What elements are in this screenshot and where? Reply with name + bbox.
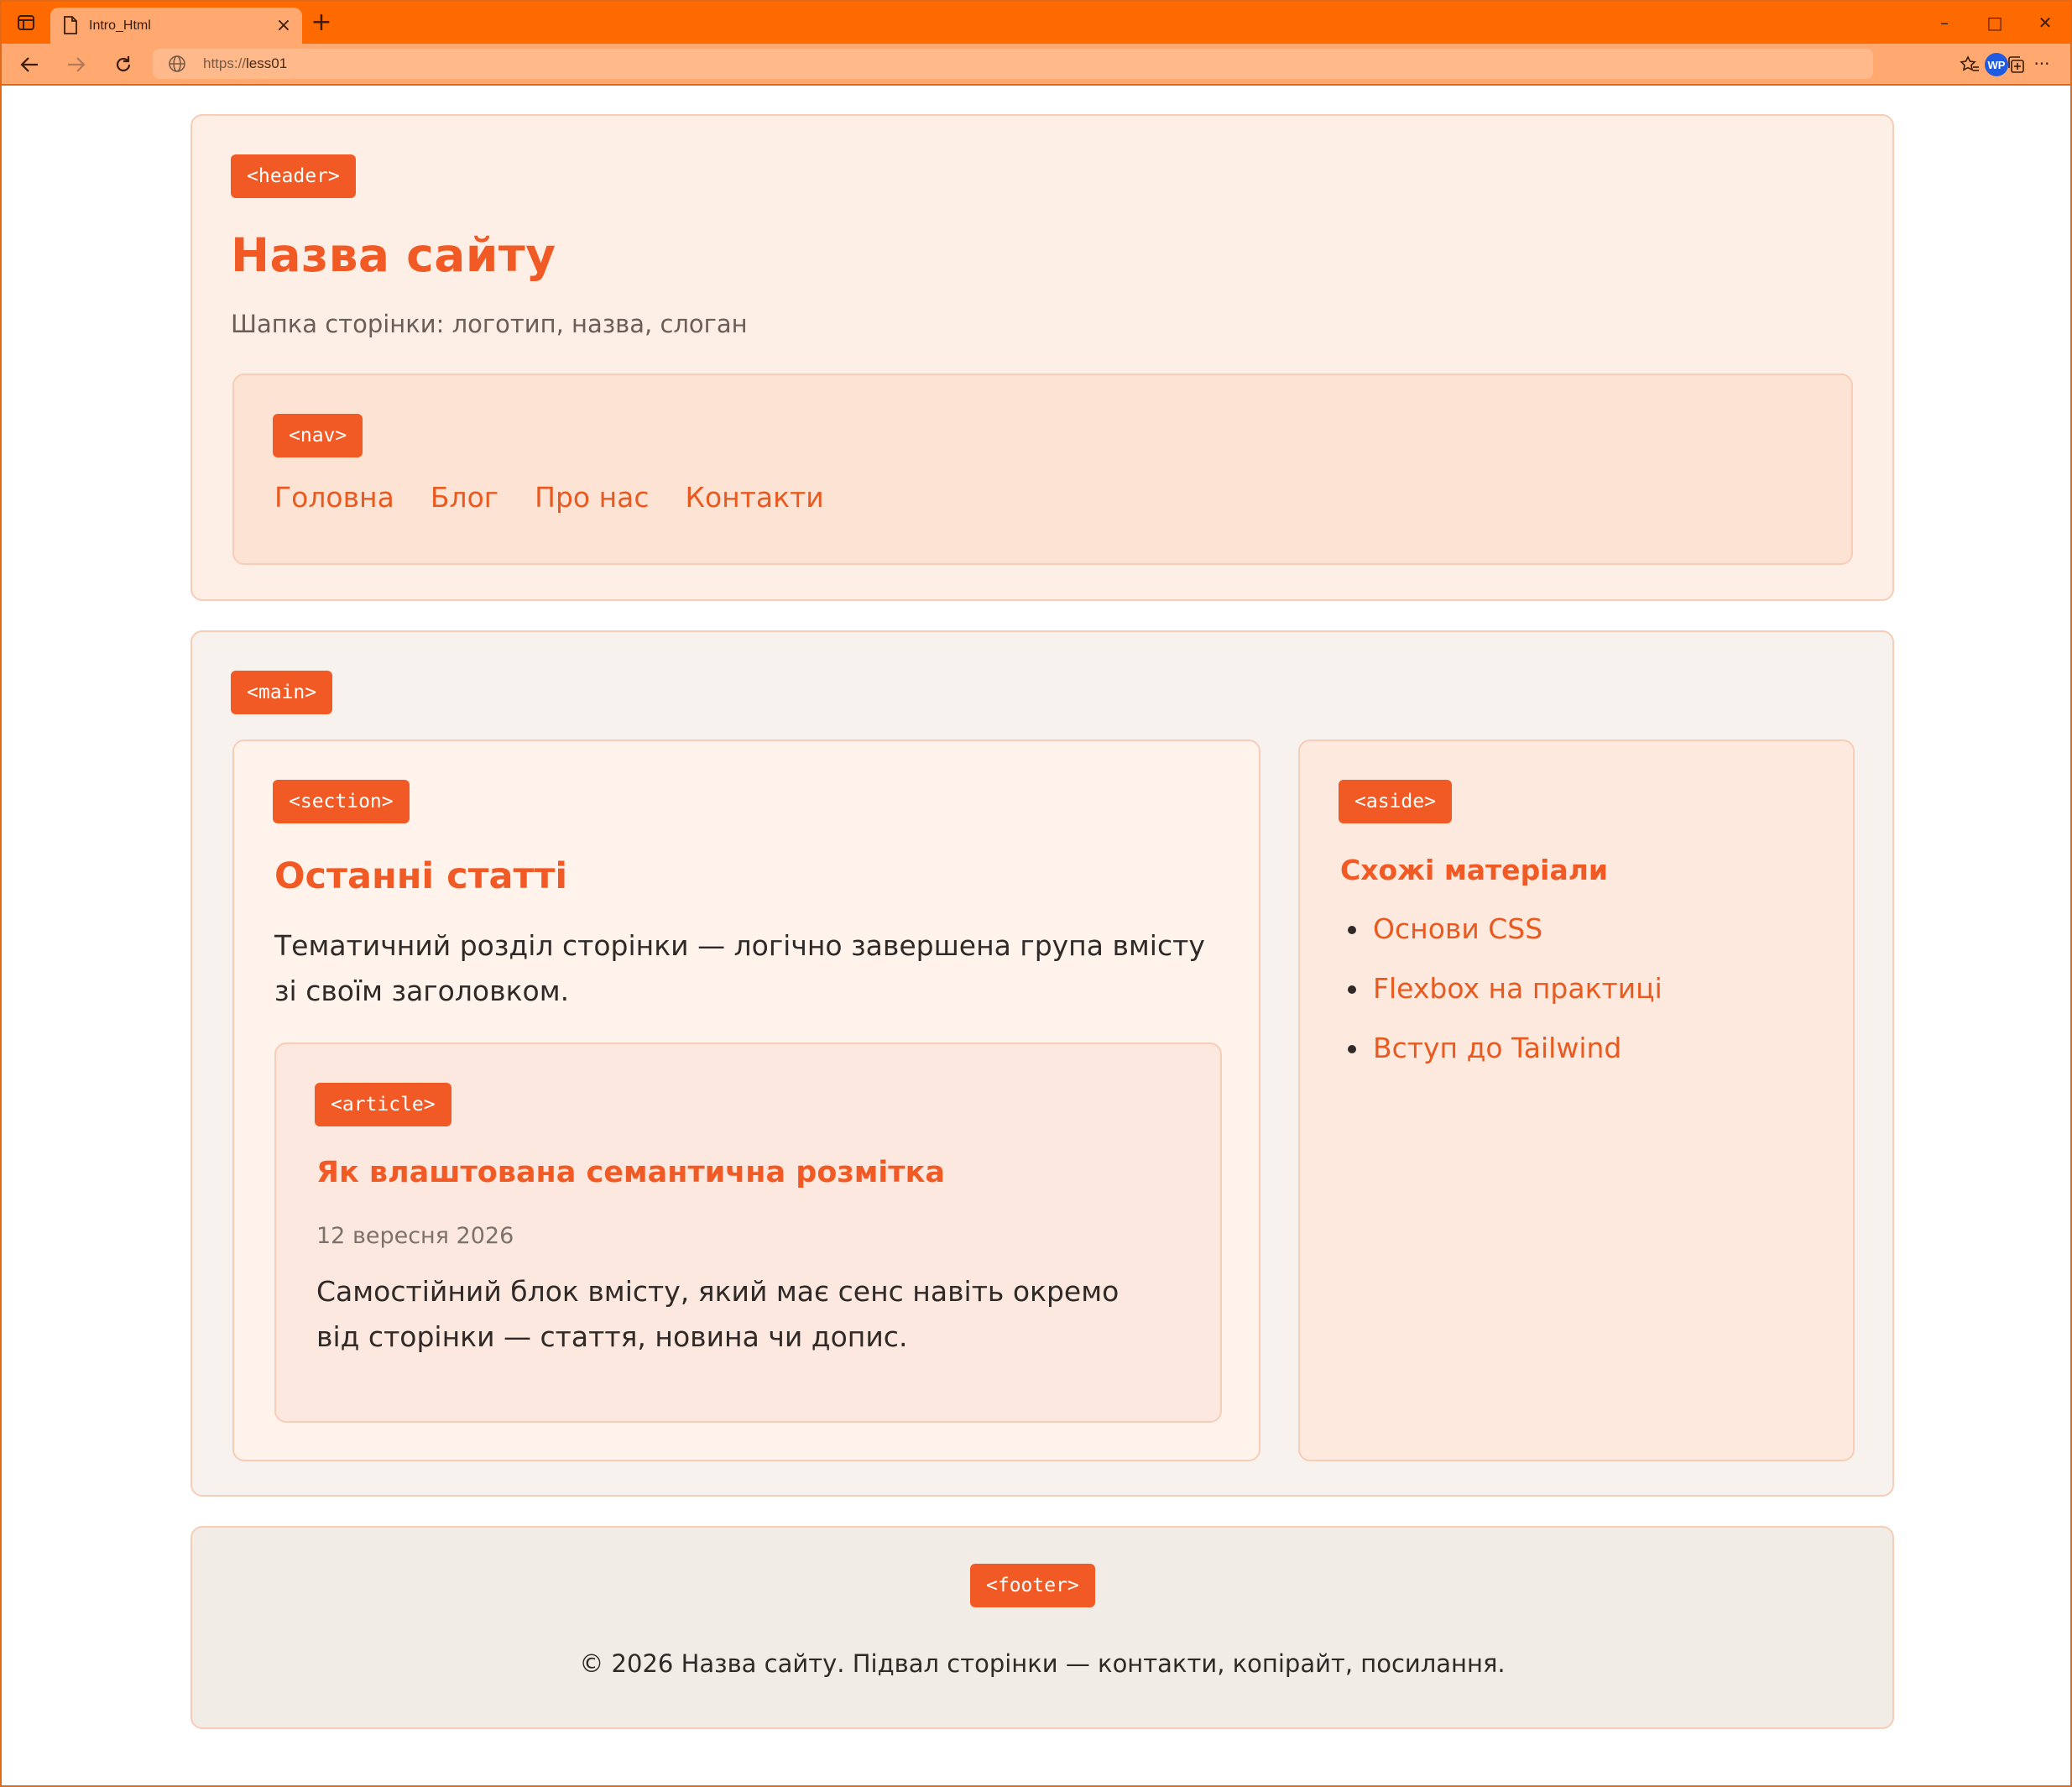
minimize-button[interactable]: – xyxy=(1940,13,1949,33)
aside-link-flexbox[interactable]: Flexbox на практиці xyxy=(1340,967,1662,1027)
footer-tag-badge: <footer> xyxy=(970,1564,1095,1607)
header-block xyxy=(190,114,1894,601)
aside-link-tailwind[interactable]: Вступ до Tailwind xyxy=(1340,1027,1662,1086)
slogan: Шапка сторінки: логотип, назва, слоган xyxy=(231,310,748,338)
new-tab-button[interactable]: + xyxy=(311,8,332,37)
favorites-icon[interactable] xyxy=(1956,51,1983,78)
forward-icon[interactable] xyxy=(62,50,91,79)
globe-icon xyxy=(168,55,186,73)
tab-actions-icon[interactable] xyxy=(15,12,37,34)
more-menu-button[interactable]: ··· xyxy=(2033,54,2050,74)
site-title: Назва сайту xyxy=(231,228,556,282)
main-tag-badge: <main> xyxy=(231,671,332,714)
close-window-button[interactable]: ✕ xyxy=(2038,13,2053,33)
footer-text: © 2026 Назва сайту. Підвал сторінки — контакти, копірайт, посилання. xyxy=(579,1649,1506,1678)
footer-block xyxy=(190,1526,1894,1729)
nav-link-blog[interactable]: Блог xyxy=(430,481,499,514)
nav-tag-badge: <nav> xyxy=(273,414,363,457)
url-text xyxy=(203,55,287,72)
section-tag-badge: <section> xyxy=(273,780,410,823)
url-host: less01 xyxy=(246,55,288,71)
nav-block xyxy=(232,374,1853,565)
aside-tag-badge: <aside> xyxy=(1339,780,1452,823)
browser-tab[interactable] xyxy=(50,8,302,44)
address-toolbar xyxy=(2,44,2070,86)
article-tag-badge: <article> xyxy=(315,1083,451,1126)
address-bar[interactable] xyxy=(153,49,1873,79)
section-block xyxy=(232,739,1260,1461)
article-date: 12 вересня 2026 xyxy=(316,1223,514,1249)
aside-list xyxy=(1340,907,1662,1086)
article-text: Самостійний блок вмісту, який має сенс навіть окремо від сторінки — стаття, новина чи допис. xyxy=(316,1275,1120,1353)
article-title: Як влаштована семантична розмітка xyxy=(316,1156,945,1189)
back-icon[interactable] xyxy=(15,50,44,79)
section-text: Тематичний розділ сторінки — логічно завершена група вмісту зі своїм заголовком. xyxy=(274,929,1205,1007)
article-block xyxy=(274,1042,1222,1423)
main-block xyxy=(190,630,1894,1497)
nav-link-about[interactable]: Про нас xyxy=(535,481,650,514)
header-tag-badge: <header> xyxy=(231,154,356,198)
nav-link-home[interactable]: Головна xyxy=(274,481,394,514)
aside-block xyxy=(1298,739,1855,1461)
tab-close-icon[interactable]: × xyxy=(275,15,292,36)
extension-badge: WP xyxy=(1985,53,2008,76)
title-bar xyxy=(2,2,2070,44)
aside-title: Схожі матеріали xyxy=(1340,854,1609,886)
page-content xyxy=(2,86,2070,1787)
document-icon xyxy=(63,16,80,36)
aside-link-css[interactable]: Основи CSS xyxy=(1340,907,1662,967)
nav-link-contacts[interactable]: Контакти xyxy=(685,481,824,514)
nav-links xyxy=(274,481,860,514)
reload-icon[interactable] xyxy=(109,50,138,79)
url-protocol: https:// xyxy=(203,55,247,71)
maximize-button[interactable]: □ xyxy=(1986,13,2003,33)
tab-title: Intro_Html xyxy=(89,18,151,33)
extension-icon[interactable] xyxy=(1983,51,2010,78)
section-title: Останні статті xyxy=(274,855,568,897)
